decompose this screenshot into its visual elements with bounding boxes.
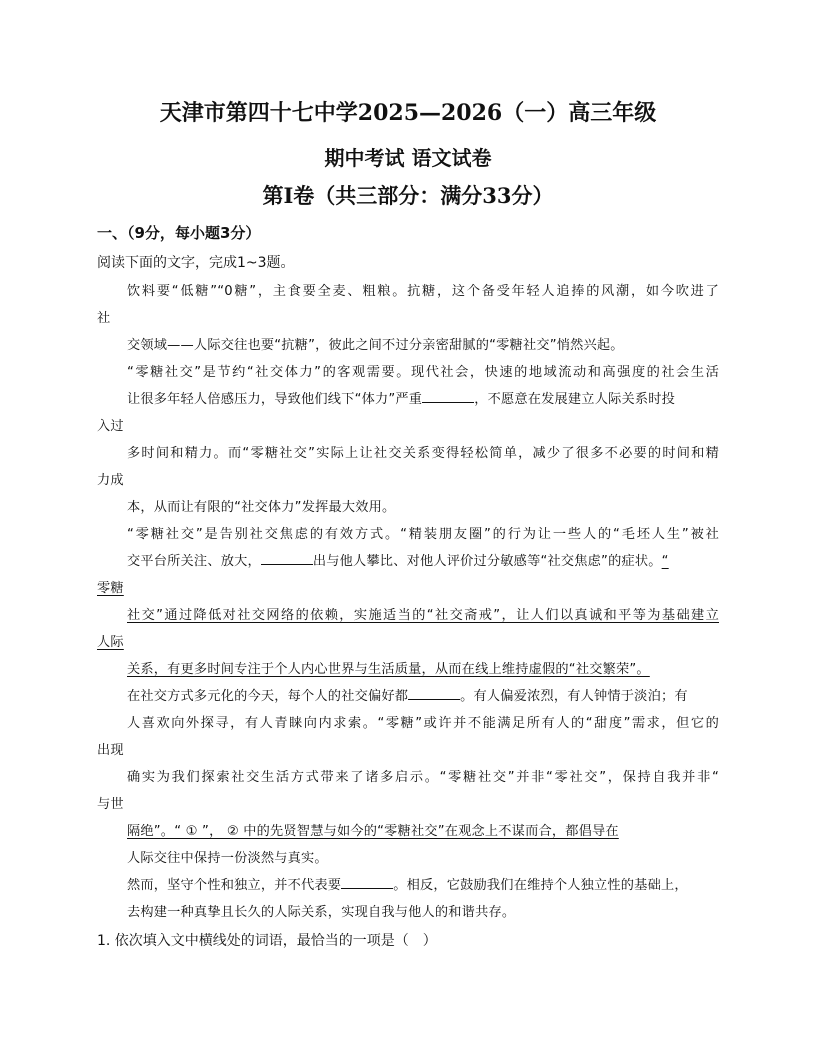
- underlined-line: 隔绝”。“ ① ”， ② 中的先贤智慧与如今的“零糖社交”在观念上不谋而合，都倡导在: [127, 824, 619, 839]
- passage-text: 。有人偏爱浓烈，有人钟情于淡泊；有: [460, 689, 688, 704]
- underlined-line: 社交”通过降低对社交网络的依赖，实施适当的“社交斋戒”，让人们以真诚和平等为基础建立: [127, 608, 719, 623]
- underlined-line: 关系，有更多时间专注于个人内心世界与生活质量，从而在线上维持虚假的“社交繁荣”。: [127, 662, 650, 677]
- passage-line: 社: [97, 311, 111, 326]
- underlined-line: 零糖: [97, 581, 124, 596]
- exam-title: 天津市第四十七中学2025—2026（一）高三年级: [159, 100, 657, 126]
- passage-text: 然而，坚守个性和独立，并不代表要: [127, 878, 342, 893]
- passage-line: “零糖社交”是节约“社交体力”的客观需要。现代社会，快速的地域流动和高强度的社会生活: [127, 365, 719, 380]
- passage-line: 与世: [97, 797, 124, 812]
- question-1: 1. 依次填入文中横线处的词语，最恰当的一项是（ ）: [97, 933, 437, 949]
- passage-line: 去构建一种真挚且长久的人际关系，实现自我与他人的和谐共存。: [127, 905, 516, 920]
- passage-line: 人喜欢向外探寻，有人青睐向内求索。“零糖”或许并不能满足所有人的“甜度”需求，但它的: [127, 716, 719, 731]
- fill-blank: [408, 687, 460, 700]
- fill-blank: [422, 390, 474, 403]
- passage-line: [97, 683, 719, 710]
- fill-blank: [261, 552, 313, 565]
- passage-text: 。相反，它鼓励我们在维持个人独立性的基础上，: [393, 878, 688, 893]
- passage-line: 本，从而让有限的“社交体力”发挥最大效用。: [127, 500, 396, 515]
- exam-subtitle: 期中考试 语文试卷: [324, 146, 492, 170]
- passage-line: 力成: [97, 473, 124, 488]
- passage-line: [97, 548, 719, 575]
- passage-text: 让很多年轻人倍感压力，导致他们线下“体力”严重: [127, 392, 423, 407]
- underlined-line: 人际: [97, 635, 124, 650]
- passage-text: 在社交方式多元化的今天，每个人的社交偏好都: [127, 689, 409, 704]
- passage-line: [97, 386, 719, 413]
- passage-text: ，不愿意在发展建立人际关系时投: [474, 392, 676, 407]
- passage-line: “零糖社交”是告别社交焦虑的有效方式。“精装朋友圈”的行为让一些人的“毛坯人生”被社: [127, 527, 719, 542]
- passage-text: 交平台所关注、放大，: [127, 554, 261, 569]
- passage-text: 出与他人攀比、对他人评价过分敏感等“社交焦虑”的症状。: [312, 554, 662, 569]
- reading-passage: [97, 278, 719, 926]
- volume-heading: 第Ⅰ卷（共三部分：满分33分）: [262, 183, 554, 208]
- passage-line: 交领域——人际交往也要“抗糖”，彼此之间不过分亲密甜腻的“零糖社交”悄然兴起。: [127, 338, 624, 353]
- underlined-text: “: [661, 554, 669, 569]
- fill-blank: [341, 876, 393, 889]
- passage-line: 出现: [97, 743, 124, 758]
- passage-line: 确实为我们探索社交生活方式带来了诸多启示。“零糖社交”并非“零社交”，保持自我并非“: [127, 770, 719, 785]
- passage-line: [97, 872, 719, 899]
- section-heading: 一、（9分，每小题3分）: [97, 224, 261, 242]
- passage-line: 多时间和精力。而“零糖社交”实际上让社交关系变得轻松简单，减少了很多不必要的时间和精: [127, 446, 719, 461]
- section-instruction: 阅读下面的文字，完成1~3题。: [97, 255, 295, 271]
- passage-line: 人际交往中保持一份淡然与真实。: [127, 851, 328, 866]
- passage-line: 饮料要“低糖”“0糖”，主食要全麦、粗粮。抗糖，这个备受年轻人追捧的风潮，如今吹进了: [127, 284, 719, 299]
- passage-line: 入过: [97, 419, 124, 434]
